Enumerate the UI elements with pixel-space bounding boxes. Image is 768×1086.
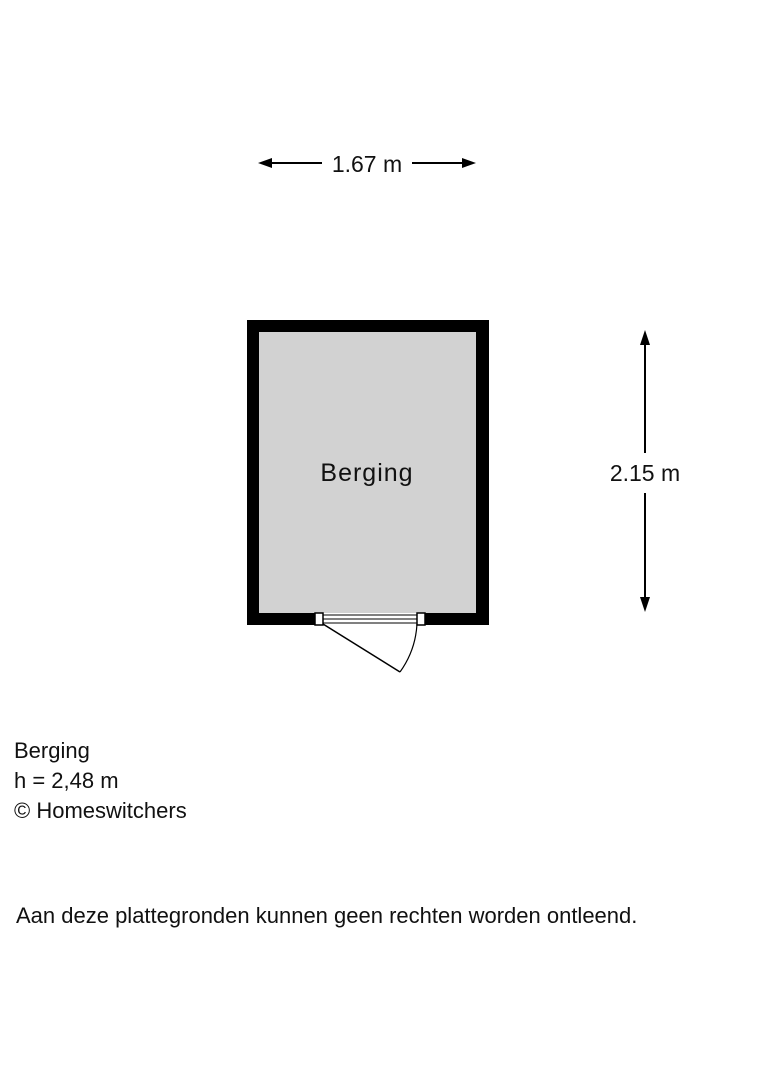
room-info — [14, 736, 187, 826]
width-dimension — [258, 151, 476, 177]
ceiling-height: h = 2,48 m — [14, 768, 119, 793]
height-dimension — [610, 330, 680, 612]
door — [315, 613, 425, 672]
room-label: Berging — [320, 459, 414, 487]
width-arrow-left-icon — [258, 158, 272, 168]
height-arrow-up-icon — [640, 330, 650, 345]
height-dimension-label: 2.15 m — [609, 460, 681, 486]
door-frame-left — [315, 613, 323, 625]
height-arrow-down-icon — [640, 597, 650, 612]
room-berging — [247, 320, 489, 625]
door-swing-arc — [400, 624, 417, 672]
width-dimension-label: 1.67 m — [331, 151, 403, 177]
door-leaf — [323, 624, 400, 672]
copyright: © Homeswitchers — [14, 798, 187, 823]
door-frame-right — [417, 613, 425, 625]
disclaimer: Aan deze plattegronden kunnen geen rechten worden ontleend. — [16, 903, 638, 928]
width-arrow-right-icon — [462, 158, 476, 168]
room-name: Berging — [14, 738, 90, 763]
